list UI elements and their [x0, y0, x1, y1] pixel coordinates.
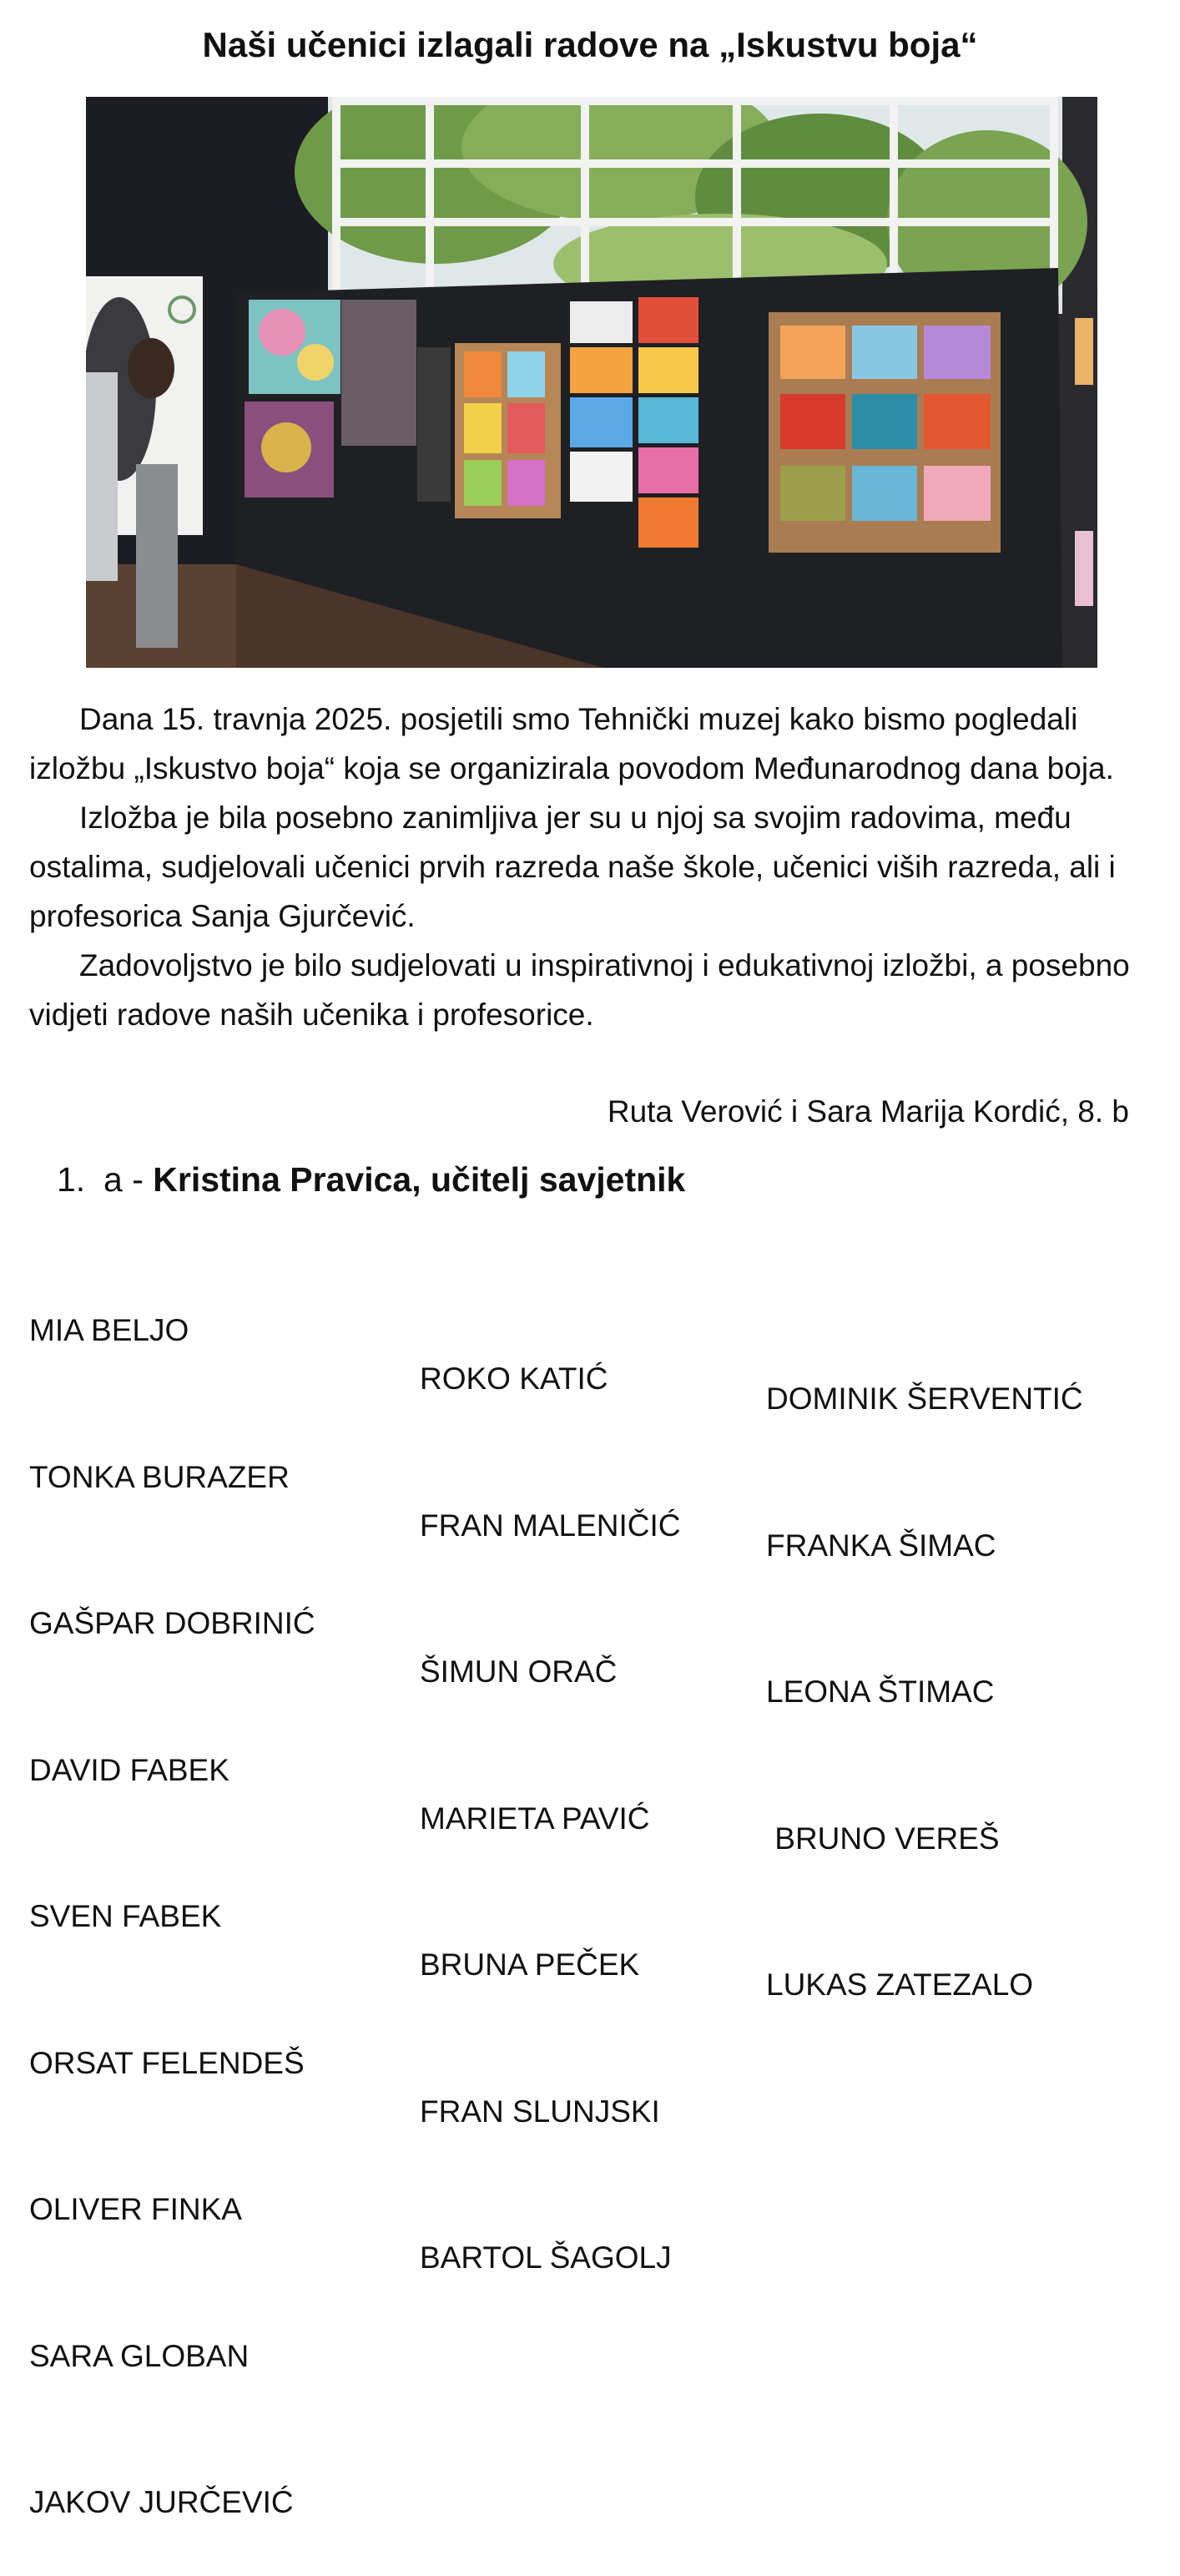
- student-list-column-2: [420, 1257, 680, 2331]
- class-teacher: Kristina Pravica, učitelj savjetnik: [153, 1160, 686, 1199]
- student-name: FRANKA ŠIMAC: [766, 1528, 996, 1563]
- exhibition-photo: [86, 97, 1097, 668]
- article-title: Naši učenici izlagali radove na „Iskustvu boja“: [202, 25, 978, 64]
- article-body: [29, 695, 1156, 1039]
- article-signature: Ruta Verović i Sara Marija Kordić, 8. b: [607, 1094, 1129, 1129]
- class-heading: [57, 1156, 685, 1203]
- student-name: FRAN SLUNJSKI: [420, 2094, 660, 2129]
- student-name: BARTOL ŠAGOLJ: [420, 2240, 672, 2275]
- student-name: ORSAT FELENDEŠ: [29, 2045, 305, 2080]
- student-list-column-3: [766, 1277, 1083, 2058]
- student-name: FRAN MALENIČIĆ: [420, 1508, 681, 1543]
- student-name: TONKA BURAZER: [29, 1459, 290, 1494]
- student-name: LEONA ŠTIMAC: [766, 1674, 995, 1709]
- class-name: a -: [103, 1160, 154, 1199]
- student-name: MARIETA PAVIĆ: [420, 1801, 650, 1836]
- student-name: LUKAS ZATEZALO: [766, 1967, 1034, 2002]
- student-name: SARA GLOBAN: [29, 2338, 250, 2373]
- class-list-number: 1.: [57, 1160, 86, 1199]
- student-name: DOMINIK ŠERVENTIĆ: [766, 1381, 1083, 1416]
- student-name: BRUNA PEČEK: [420, 1947, 640, 1982]
- student-name: OLIVER FINKA: [29, 2192, 242, 2226]
- student-name: MIA BELJO: [29, 1313, 189, 1347]
- article-paragraph: Izložba je bila posebno zanimljiva jer su u njoj sa svojim radovima, među ostalima, sudjelovali učenici prvih razreda naše škole, učenici viših razreda, ali i profesorica Sanja Gjurčević.: [29, 801, 1116, 933]
- student-name: ROKO KATIĆ: [420, 1361, 608, 1396]
- article-paragraph: Dana 15. travnja 2025. posjetili smo Tehnički muzej kako bismo pogledali izložbu „Iskustvo boja“ koja se organizirala povodom Međunarodnog dana boja.: [29, 702, 1114, 785]
- student-list-column-1: [29, 1209, 315, 2576]
- student-name: JAKOV JURČEVIĆ: [29, 2485, 294, 2519]
- student-name: SVEN FABEK: [29, 1899, 222, 1933]
- student-name: ŠIMUN ORAČ: [420, 1654, 618, 1689]
- student-name: GAŠPAR DOBRINIĆ: [29, 1606, 315, 1640]
- article-paragraph: Zadovoljstvo je bilo sudjelovati u inspirativnoj i edukativnoj izložbi, a posebno vidjeti radove naših učenika i profesorice.: [29, 948, 1130, 1032]
- student-name: DAVID FABEK: [29, 1752, 229, 1787]
- student-name: BRUNO VEREŠ: [766, 1821, 1000, 1856]
